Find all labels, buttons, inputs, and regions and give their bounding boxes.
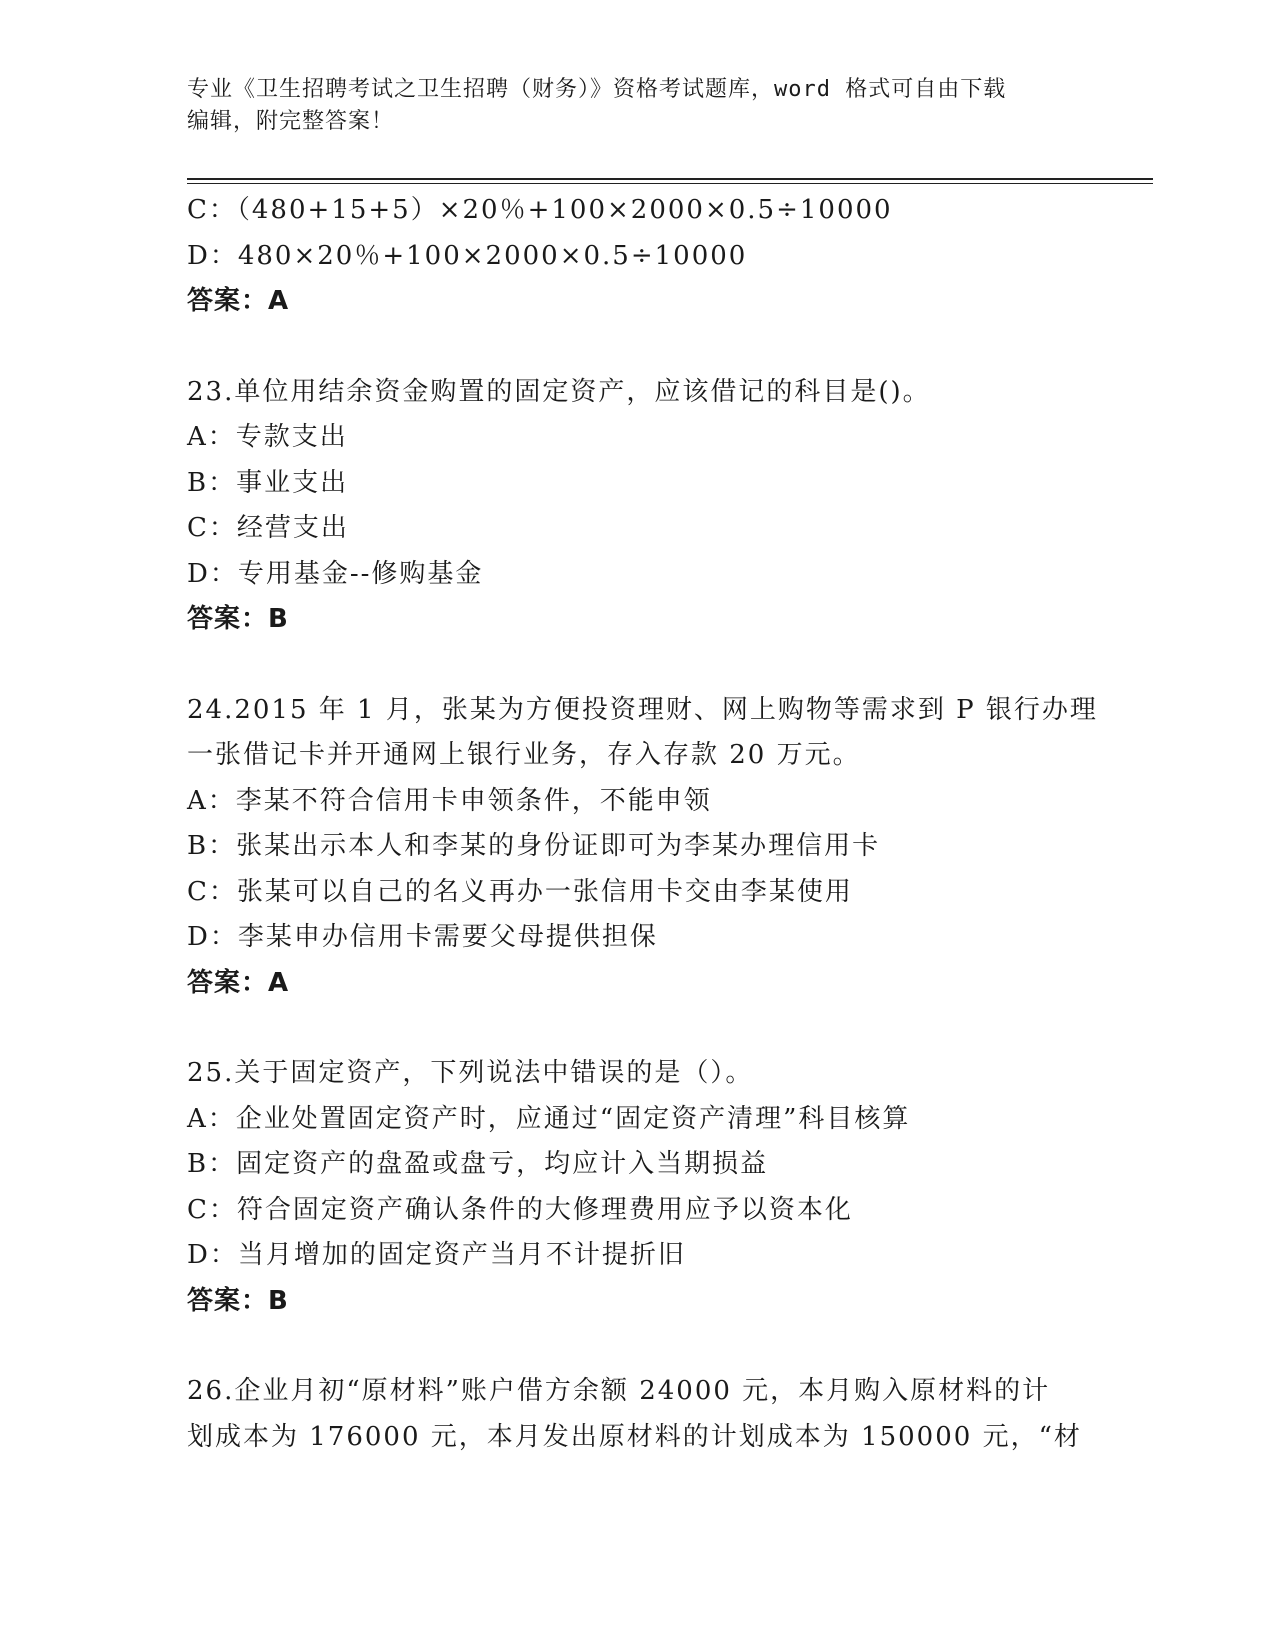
option-d: D：专用基金--修购基金 bbox=[187, 558, 484, 589]
option-a: A：专款支出 bbox=[187, 422, 348, 452]
question-stem: 25.关于固定资产，下列说法中错误的是（）。 bbox=[187, 1058, 754, 1088]
option-d: D：李某申办信用卡需要父母提供担保 bbox=[187, 922, 658, 952]
answer: 答案：A bbox=[187, 967, 290, 998]
question-stem-line-2: 一张借记卡并开通网上银行业务，存入存款 20 万元。 bbox=[187, 740, 861, 770]
answer: 答案：B bbox=[187, 604, 289, 634]
option-c: C：经营支出 bbox=[187, 513, 349, 543]
option-d: D：480×20％+100×2000×0.5÷10000 bbox=[187, 240, 748, 271]
header-divider-thin bbox=[187, 183, 1153, 184]
question-stem-line-1: 24.2015 年 1 月，张某为方便投资理财、网上购物等需求到 P 银行办理 bbox=[187, 694, 1098, 725]
question-22-tail bbox=[187, 188, 1087, 325]
question-24 bbox=[187, 688, 1098, 1007]
option-d: D：当月增加的固定资产当月不计提折旧 bbox=[187, 1240, 686, 1270]
answer: 答案：B bbox=[187, 1285, 289, 1316]
option-c: C：符合固定资产确认条件的大修理费用应予以资本化 bbox=[187, 1194, 853, 1225]
question-23 bbox=[187, 370, 1087, 643]
option-b: B：事业支出 bbox=[187, 467, 349, 498]
header-line-1: 专业《卫生招聘考试之卫生招聘（财务）》资格考试题库，word 格式可自由下载 bbox=[187, 77, 1007, 102]
option-b: B：固定资产的盘盈或盘亏，均应计入当期损益 bbox=[187, 1149, 769, 1179]
question-stem: 23.单位用结余资金购置的固定资产，应该借记的科目是()。 bbox=[187, 376, 931, 407]
question-25 bbox=[187, 1051, 1087, 1324]
answer: 答案：A bbox=[187, 286, 290, 316]
question-26 bbox=[187, 1369, 1087, 1460]
option-b: B：张某出示本人和李某的身份证即可为李某办理信用卡 bbox=[187, 831, 881, 861]
option-c: C：（480+15+5）×20％+100×2000×0.5÷10000 bbox=[187, 195, 893, 225]
header-divider-thick bbox=[187, 178, 1153, 180]
option-a: A：李某不符合信用卡申领条件，不能申领 bbox=[187, 785, 712, 816]
document-header bbox=[187, 74, 1087, 138]
question-stem-line-2: 划成本为 176000 元，本月发出原材料的计划成本为 150000 元，“材 bbox=[187, 1421, 1082, 1452]
option-c: C：张某可以自己的名义再办一张信用卡交由李某使用 bbox=[187, 876, 853, 907]
option-a: A：企业处置固定资产时，应通过“固定资产清理”科目核算 bbox=[187, 1103, 911, 1134]
question-stem-line-1: 26.企业月初“原材料”账户借方余额 24000 元，本月购入原材料的计 bbox=[187, 1376, 1051, 1406]
header-line-2: 编辑，附完整答案！ bbox=[187, 109, 395, 134]
question-content bbox=[187, 188, 1098, 1460]
